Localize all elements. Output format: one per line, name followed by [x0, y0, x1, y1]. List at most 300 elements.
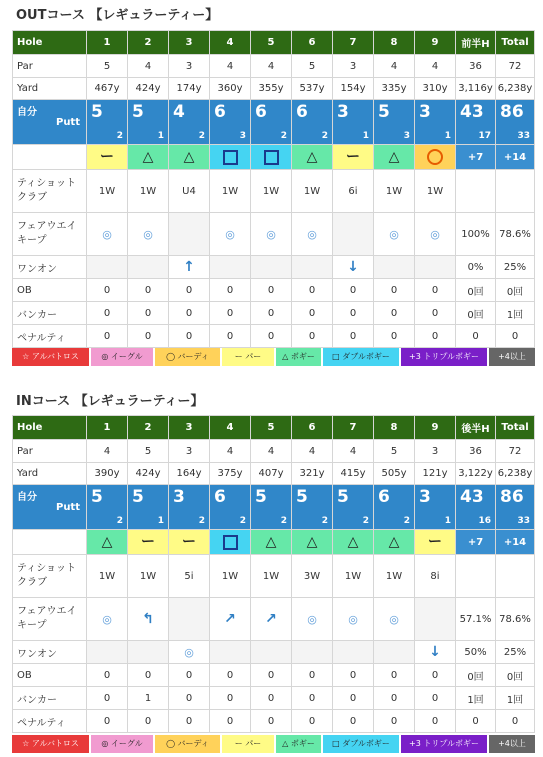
hole-number: 2: [128, 416, 169, 440]
penalty-cell: 0: [415, 710, 456, 733]
bunker-half: 0回: [456, 302, 496, 325]
teeshot-club: 1W: [415, 170, 456, 213]
result-cell: [374, 530, 415, 555]
strokes: 5: [296, 487, 308, 507]
fairway-label-2: キープ: [17, 235, 47, 246]
penalty-cell: 0: [333, 710, 374, 733]
par-cell: 4: [292, 440, 333, 463]
penalty-label: ペナルティ: [13, 710, 87, 733]
teeshot-label: [13, 555, 87, 598]
score-cell: [374, 100, 415, 145]
teeshot-club: 6i: [333, 170, 374, 213]
penalty-cell: 0: [128, 325, 169, 348]
hole-number: 6: [292, 416, 333, 440]
ob-cell: 0: [251, 664, 292, 687]
yard-label: Yard: [13, 463, 87, 485]
fairway-label-2: キープ: [17, 620, 47, 631]
legend-eagle: ◎ イーグル: [91, 735, 153, 753]
oneon-cell: [87, 256, 128, 279]
par-cell: 4: [87, 440, 128, 463]
hole-label: Hole: [13, 31, 87, 55]
putts: 3: [403, 131, 410, 141]
legend-par: ー パー: [222, 348, 274, 366]
fairway-cell: [251, 213, 292, 256]
ob-cell: 0: [87, 664, 128, 687]
fairway-hit-icon: ◎: [389, 227, 399, 241]
result-cell: [415, 530, 456, 555]
yard-cell: 424y: [128, 463, 169, 485]
yard-total: 6,238y: [496, 78, 535, 100]
penalty-cell: 0: [169, 710, 210, 733]
strokes: 4: [173, 102, 185, 122]
putts: 2: [321, 516, 328, 526]
putts: 1: [157, 131, 164, 141]
strokes: 6: [378, 487, 390, 507]
miss-arrow-icon: ↑: [183, 259, 195, 275]
bogey-mark: △: [388, 534, 400, 550]
legend-triple-bogey: +3 トリプルボギー: [401, 348, 487, 366]
par-cell: 5: [292, 55, 333, 78]
score-label-cell: [13, 100, 87, 145]
double-bogey-mark: [223, 150, 238, 165]
yard-total: 6,238y: [496, 463, 535, 485]
teeshot-label: [13, 170, 87, 213]
oneon-cell: [292, 641, 333, 664]
double-bogey-mark: [223, 535, 238, 550]
bunker-cell: 0: [87, 687, 128, 710]
penalty-half: 0: [456, 325, 496, 348]
oneon-cell: [210, 641, 251, 664]
result-half: +7: [456, 145, 496, 170]
fairway-hit-icon: ◎: [389, 612, 399, 626]
yard-cell: 335y: [374, 78, 415, 100]
miss-arrow-icon: ↗: [224, 611, 236, 627]
par-total: 72: [496, 55, 535, 78]
bogey-mark: △: [142, 149, 154, 165]
hole-number: 7: [333, 416, 374, 440]
score-total: [496, 485, 535, 530]
penalty-cell: 0: [374, 710, 415, 733]
oneon-total: 25%: [496, 641, 535, 664]
teeshot-club: 1W: [251, 555, 292, 598]
score-half: [456, 100, 496, 145]
teeshot-total: [496, 555, 535, 598]
hole-number: 8: [374, 416, 415, 440]
yard-cell: 164y: [169, 463, 210, 485]
par-cell: 3: [169, 440, 210, 463]
birdie-mark: [427, 149, 443, 165]
strokes: 5: [337, 487, 349, 507]
strokes: 6: [214, 487, 226, 507]
hole-number: 4: [210, 416, 251, 440]
par-cell: 5: [87, 55, 128, 78]
fairway-label: [13, 598, 87, 641]
par-mark: ー: [346, 149, 360, 165]
par-total: 72: [496, 440, 535, 463]
legend-par: ー パー: [222, 735, 274, 753]
fairway-cell: [333, 598, 374, 641]
total-header: Total: [496, 31, 535, 55]
ob-label: OB: [13, 279, 87, 302]
result-total: +14: [496, 145, 535, 170]
bunker-cell: 0: [169, 687, 210, 710]
teeshot-club: 1W: [128, 170, 169, 213]
penalty-cell: 0: [251, 325, 292, 348]
bunker-half: 1回: [456, 687, 496, 710]
teeshot-half: [456, 555, 496, 598]
result-cell: [210, 145, 251, 170]
par-cell: 3: [415, 440, 456, 463]
score-cell: [251, 485, 292, 530]
par-half: 36: [456, 55, 496, 78]
putts: 33: [517, 516, 530, 526]
player-label: 自分: [17, 107, 37, 118]
putts: 1: [362, 131, 369, 141]
fairway-cell: [169, 598, 210, 641]
hole-number: 7: [333, 31, 374, 55]
out-table: [12, 30, 535, 348]
bunker-cell: 0: [169, 302, 210, 325]
bunker-cell: 0: [292, 687, 333, 710]
score-cell: [87, 100, 128, 145]
putts: 17: [478, 131, 491, 141]
oneon-cell: [251, 256, 292, 279]
fairway-hit-icon: ◎: [143, 227, 153, 241]
bunker-cell: 0: [251, 687, 292, 710]
score-cell: [210, 485, 251, 530]
par-mark: ー: [141, 534, 155, 550]
penalty-cell: 0: [87, 710, 128, 733]
legend-triple-bogey: +3 トリプルボギー: [401, 735, 487, 753]
penalty-cell: 0: [169, 325, 210, 348]
fairway-half: 100%: [456, 213, 496, 256]
miss-arrow-icon: ↓: [347, 259, 359, 275]
teeshot-club: 1W: [374, 170, 415, 213]
ob-cell: 0: [169, 279, 210, 302]
legend-double-bogey: □ ダブルボギー: [323, 735, 399, 753]
score-half: [456, 485, 496, 530]
strokes: 5: [132, 487, 144, 507]
ob-cell: 0: [415, 279, 456, 302]
result-cell: [169, 145, 210, 170]
score-cell: [374, 485, 415, 530]
fairway-cell: [292, 598, 333, 641]
strokes: 43: [460, 102, 484, 122]
penalty-cell: 0: [415, 325, 456, 348]
ob-cell: 0: [128, 664, 169, 687]
strokes: 6: [255, 102, 267, 122]
ob-cell: 0: [128, 279, 169, 302]
teeshot-club: U4: [169, 170, 210, 213]
penalty-cell: 0: [87, 325, 128, 348]
fairway-cell: [333, 213, 374, 256]
legend-four-plus: +4以上: [489, 735, 535, 753]
oneon-cell: [169, 256, 210, 279]
par-cell: 4: [251, 55, 292, 78]
legend-albatross: ☆ アルバトロス: [12, 348, 89, 366]
score-cell: [210, 100, 251, 145]
bunker-cell: 0: [374, 302, 415, 325]
yard-cell: 415y: [333, 463, 374, 485]
penalty-cell: 0: [292, 710, 333, 733]
hole-number: 2: [128, 31, 169, 55]
result-cell: [333, 530, 374, 555]
hole-label: Hole: [13, 416, 87, 440]
bunker-cell: 0: [374, 687, 415, 710]
bogey-mark: △: [347, 534, 359, 550]
fairway-cell: [128, 213, 169, 256]
putts: 2: [362, 516, 369, 526]
fairway-hit-icon: ◎: [266, 227, 276, 241]
putts: 33: [517, 131, 530, 141]
hole-number: 5: [251, 416, 292, 440]
penalty-cell: 0: [210, 710, 251, 733]
ob-cell: 0: [251, 279, 292, 302]
score-cell: [333, 485, 374, 530]
teeshot-club: 1W: [374, 555, 415, 598]
fairway-cell: [415, 213, 456, 256]
fairway-cell: [169, 213, 210, 256]
ob-label: OB: [13, 664, 87, 687]
bunker-cell: 0: [333, 302, 374, 325]
hole-number: 8: [374, 31, 415, 55]
teeshot-club: 1W: [251, 170, 292, 213]
result-cell: [251, 530, 292, 555]
oneon-cell: [87, 641, 128, 664]
putts: 2: [403, 516, 410, 526]
result-total: +14: [496, 530, 535, 555]
yard-cell: 424y: [128, 78, 169, 100]
putts: 1: [444, 131, 451, 141]
ob-cell: 0: [415, 664, 456, 687]
penalty-label: ペナルティ: [13, 325, 87, 348]
ob-half: 0回: [456, 279, 496, 302]
oneon-cell: [333, 641, 374, 664]
yard-cell: 355y: [251, 78, 292, 100]
strokes: 5: [255, 487, 267, 507]
result-blank: [13, 530, 87, 555]
out-course-title: OUTコース 【レギュラーティー】: [16, 8, 219, 23]
legend-albatross: ☆ アルバトロス: [12, 735, 89, 753]
ob-cell: 0: [210, 664, 251, 687]
fairway-cell: [128, 598, 169, 641]
bogey-mark: △: [388, 149, 400, 165]
par-cell: 4: [374, 55, 415, 78]
oneon-cell: [210, 256, 251, 279]
score-total: [496, 100, 535, 145]
score-cell: [333, 100, 374, 145]
score-cell: [128, 485, 169, 530]
yard-half: 3,116y: [456, 78, 496, 100]
legend-birdie: ◯ バーディ: [155, 348, 220, 366]
result-cell: [292, 145, 333, 170]
fairway-label-1: フェアウエイ: [17, 606, 77, 617]
bunker-cell: 0: [415, 302, 456, 325]
strokes: 5: [132, 102, 144, 122]
bunker-total: 1回: [496, 302, 535, 325]
hole-number: 9: [415, 31, 456, 55]
bogey-mark: △: [265, 534, 277, 550]
oneon-label: ワンオン: [13, 256, 87, 279]
hole-number: 1: [87, 416, 128, 440]
putts: 2: [116, 131, 123, 141]
fairway-hit-icon: ◎: [102, 227, 112, 241]
oneon-cell: [374, 256, 415, 279]
legend-birdie: ◯ バーディ: [155, 735, 220, 753]
total-header: Total: [496, 416, 535, 440]
putts: 3: [239, 131, 246, 141]
par-mark: ー: [428, 534, 442, 550]
teeshot-total: [496, 170, 535, 213]
score-cell: [169, 100, 210, 145]
yard-half: 3,122y: [456, 463, 496, 485]
bogey-mark: △: [306, 534, 318, 550]
oneon-half: 0%: [456, 256, 496, 279]
putts: 2: [280, 131, 287, 141]
strokes: 43: [460, 487, 484, 507]
putts: 1: [157, 516, 164, 526]
yard-cell: 467y: [87, 78, 128, 100]
result-cell: [169, 530, 210, 555]
fairway-hit-icon: ◎: [102, 612, 112, 626]
bunker-label: バンカー: [13, 687, 87, 710]
putt-label: Putt: [55, 502, 80, 513]
yard-cell: 321y: [292, 463, 333, 485]
legend-eagle: ◎ イーグル: [91, 348, 153, 366]
par-cell: 4: [333, 440, 374, 463]
bunker-label: バンカー: [13, 302, 87, 325]
yard-cell: 310y: [415, 78, 456, 100]
putts: 2: [198, 516, 205, 526]
ob-total: 0回: [496, 279, 535, 302]
ob-cell: 0: [292, 664, 333, 687]
oneon-cell: [251, 641, 292, 664]
bogey-mark: △: [306, 149, 318, 165]
teeshot-club: 1W: [128, 555, 169, 598]
result-cell: [415, 145, 456, 170]
fairway-total: 78.6%: [496, 213, 535, 256]
score-cell: [292, 485, 333, 530]
fairway-hit-icon: ◎: [307, 612, 317, 626]
par-cell: 4: [251, 440, 292, 463]
score-cell: [251, 100, 292, 145]
result-cell: [210, 530, 251, 555]
ob-cell: 0: [210, 279, 251, 302]
oneon-cell: [333, 256, 374, 279]
hole-number: 6: [292, 31, 333, 55]
bunker-cell: 0: [415, 687, 456, 710]
par-cell: 5: [374, 440, 415, 463]
player-label: 自分: [17, 492, 37, 503]
oneon-total: 25%: [496, 256, 535, 279]
hole-number: 1: [87, 31, 128, 55]
strokes: 3: [337, 102, 349, 122]
fairway-total: 78.6%: [496, 598, 535, 641]
teeshot-club: 3W: [292, 555, 333, 598]
strokes: 6: [296, 102, 308, 122]
penalty-cell: 0: [251, 710, 292, 733]
half-header: 後半H: [456, 416, 496, 440]
par-cell: 4: [210, 55, 251, 78]
strokes: 3: [419, 487, 431, 507]
teeshot-club: 1W: [292, 170, 333, 213]
result-cell: [87, 145, 128, 170]
par-cell: 5: [128, 440, 169, 463]
teeshot-club: 8i: [415, 555, 456, 598]
strokes: 3: [173, 487, 185, 507]
par-half: 36: [456, 440, 496, 463]
yard-cell: 174y: [169, 78, 210, 100]
penalty-cell: 0: [374, 325, 415, 348]
par-cell: 4: [210, 440, 251, 463]
hole-number: 5: [251, 31, 292, 55]
fairway-hit-icon: ◎: [348, 612, 358, 626]
fairway-cell: [210, 213, 251, 256]
result-cell: [333, 145, 374, 170]
score-cell: [415, 485, 456, 530]
penalty-total: 0: [496, 325, 535, 348]
miss-arrow-icon: ↰: [142, 611, 154, 627]
oneon-cell: [374, 641, 415, 664]
legend-bogey: △ ボギー: [276, 735, 321, 753]
putts: 2: [239, 516, 246, 526]
bunker-cell: 0: [292, 302, 333, 325]
bunker-cell: 1: [128, 687, 169, 710]
bunker-total: 1回: [496, 687, 535, 710]
penalty-cell: 0: [292, 325, 333, 348]
fairway-cell: [87, 213, 128, 256]
strokes: 6: [214, 102, 226, 122]
putts: 16: [478, 516, 491, 526]
oneon-label: ワンオン: [13, 641, 87, 664]
fairway-cell: [415, 598, 456, 641]
oneon-cell: [128, 256, 169, 279]
score-cell: [292, 100, 333, 145]
legend-bogey: △ ボギー: [276, 348, 321, 366]
bunker-cell: 0: [210, 302, 251, 325]
miss-arrow-icon: ↗: [265, 611, 277, 627]
bunker-cell: 0: [128, 302, 169, 325]
oneon-cell: [415, 641, 456, 664]
yard-label: Yard: [13, 78, 87, 100]
bunker-cell: 0: [87, 302, 128, 325]
score-cell: [169, 485, 210, 530]
putts: 2: [321, 131, 328, 141]
ob-cell: 0: [333, 664, 374, 687]
putts: 2: [116, 516, 123, 526]
fairway-label-1: フェアウエイ: [17, 221, 77, 232]
ob-cell: 0: [374, 664, 415, 687]
hole-number: 9: [415, 416, 456, 440]
fairway-half: 57.1%: [456, 598, 496, 641]
result-blank: [13, 145, 87, 170]
score-cell: [415, 100, 456, 145]
ob-cell: 0: [87, 279, 128, 302]
fairway-hit-icon: ◎: [430, 227, 440, 241]
bunker-cell: 0: [333, 687, 374, 710]
half-header: 前半H: [456, 31, 496, 55]
fairway-cell: [251, 598, 292, 641]
hole-number: 3: [169, 416, 210, 440]
par-label: Par: [13, 440, 87, 463]
hole-number: 3: [169, 31, 210, 55]
teeshot-label-2: クラブ: [17, 192, 47, 203]
oneon-cell: [169, 641, 210, 664]
teeshot-club: 1W: [87, 170, 128, 213]
penalty-total: 0: [496, 710, 535, 733]
penalty-half: 0: [456, 710, 496, 733]
penalty-cell: 0: [333, 325, 374, 348]
